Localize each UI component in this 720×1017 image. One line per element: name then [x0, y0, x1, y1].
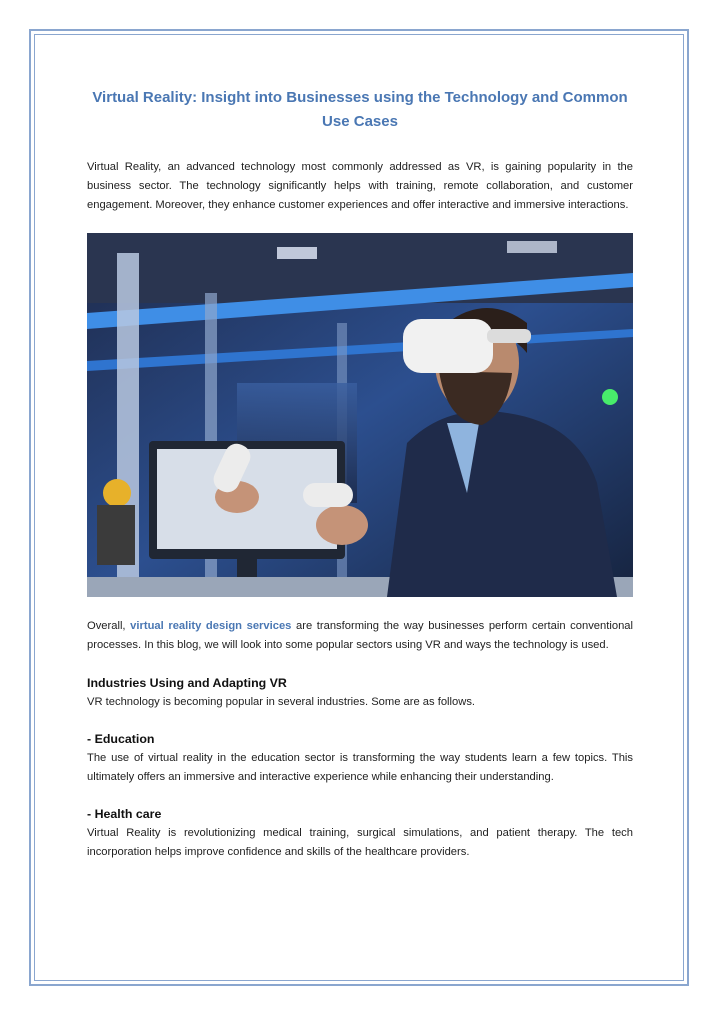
- monitor-stand: [237, 559, 257, 577]
- vr-headset-strap: [487, 329, 531, 343]
- ceiling-light: [277, 247, 317, 259]
- education-heading: - Education: [87, 732, 155, 746]
- right-controller: [303, 483, 353, 507]
- healthcare-heading: - Health care: [87, 807, 162, 821]
- vr-headset: [403, 319, 493, 373]
- right-hand: [316, 505, 368, 545]
- vr-design-services-link[interactable]: virtual reality design services: [130, 620, 292, 632]
- vr-headset-photo: [87, 233, 633, 597]
- worker-body: [97, 505, 135, 565]
- healthcare-text: Virtual Reality is revolutionizing medical training, surgical simulations, and patient therapy. The tech incorporation helps improve confidence and skills of the healthcare providers.: [87, 827, 633, 858]
- education-text: The use of virtual reality in the education sector is transforming the way students learn a few topics. This ultimately offers an immersive and interactive experience while enhancing their understanding.: [87, 752, 633, 783]
- industries-text: VR technology is becoming popular in several industries. Some are as follows.: [87, 696, 476, 708]
- overall-text-after: are transforming the way businesses perform certain conventional processes. In this blog, we will look into some popular sectors using VR and ways the technology is used.: [87, 620, 633, 651]
- worker-hardhat: [103, 479, 131, 507]
- overall-text-before: Overall,: [87, 620, 131, 632]
- document-body: [87, 86, 633, 862]
- green-light: [602, 389, 618, 405]
- overall-paragraph: [87, 617, 633, 655]
- intro-paragraph: Virtual Reality, an advanced technology most commonly addressed as VR, is gaining popularity in the business sector. The technology significantly helps with training, remote collaboration, and customer engagement. Moreover, they enhance customer experiences and offer interactive and immersive interactions.: [87, 161, 633, 211]
- page-title: Virtual Reality: Insight into Businesses using the Technology and Common Use Cases: [92, 89, 628, 130]
- ceiling-light: [507, 241, 557, 253]
- industries-heading: Industries Using and Adapting VR: [87, 676, 287, 690]
